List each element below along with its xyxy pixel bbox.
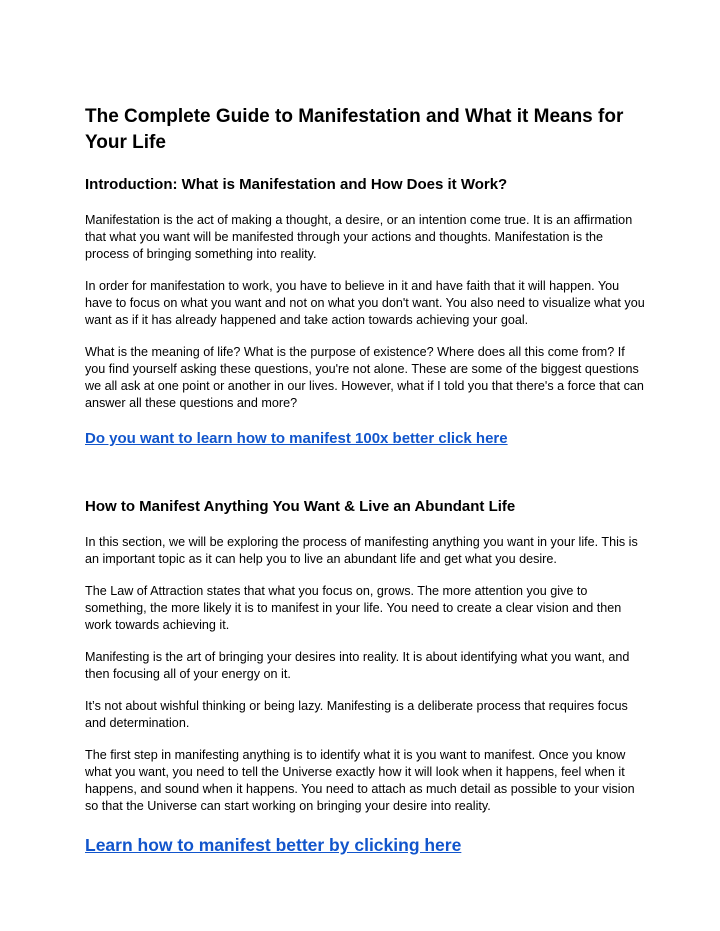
section-heading-introduction: Introduction: What is Manifestation and How Does it Work? [85,176,508,193]
paragraph: Manifesting is the art of bringing your desires into reality. It is about identifying what you want, and then focusing all of your energy on it. [85,650,630,681]
paragraph: What is the meaning of life? What is the purpose of existence? Where does all this come from? If you find yourself asking these questions, you're not alone. These are some of the biggest questions we all ask at one point or another in our lives. However, what if I told you that there's a force that can answer all these questions and more? [85,345,644,410]
paragraph: The Law of Attraction states that what you focus on, grows. The more attention you give to something, the more likely it is to manifest in your life. You need to create a clear vision and then work towards achieving it. [85,584,622,632]
paragraph: It’s not about wishful thinking or being lazy. Manifesting is a deliberate process that requires focus and determination. [85,699,628,730]
document-title: The Complete Guide to Manifestation and What it Means for Your Life [85,106,624,153]
paragraph: In this section, we will be exploring the process of manifesting anything you want in your life. This is an important topic as it can help you to live an abundant life and get what you desire. [85,535,638,566]
document-page [85,104,645,857]
learn-manifest-better-link[interactable]: Learn how to manifest better by clicking here [85,835,462,855]
section-heading-how-to-manifest: How to Manifest Anything You Want & Live an Abundant Life [85,498,516,515]
paragraph: Manifestation is the act of making a thought, a desire, or an intention come true. It is an affirmation that what you want will be manifested through your actions and thoughts. Manifestation is the process of bringing something into reality. [85,213,633,261]
manifest-100x-link[interactable]: Do you want to learn how to manifest 100x better click here [85,430,508,447]
paragraph: The first step in manifesting anything is to identify what it is you want to manifest. Once you know what you want, you need to tell the Universe exactly how it will look when it happens, feel when it happens, and sound when it happens. You need to attach as much detail as possible to your vision so that the Universe can start working on bringing your desire into reality. [85,748,635,813]
paragraph: In order for manifestation to work, you have to believe in it and have faith that it will happen. You have to focus on what you want and not on what you don't want. You also need to visualize what you want as if it has already happened and take action towards achieving your goal. [85,279,645,327]
